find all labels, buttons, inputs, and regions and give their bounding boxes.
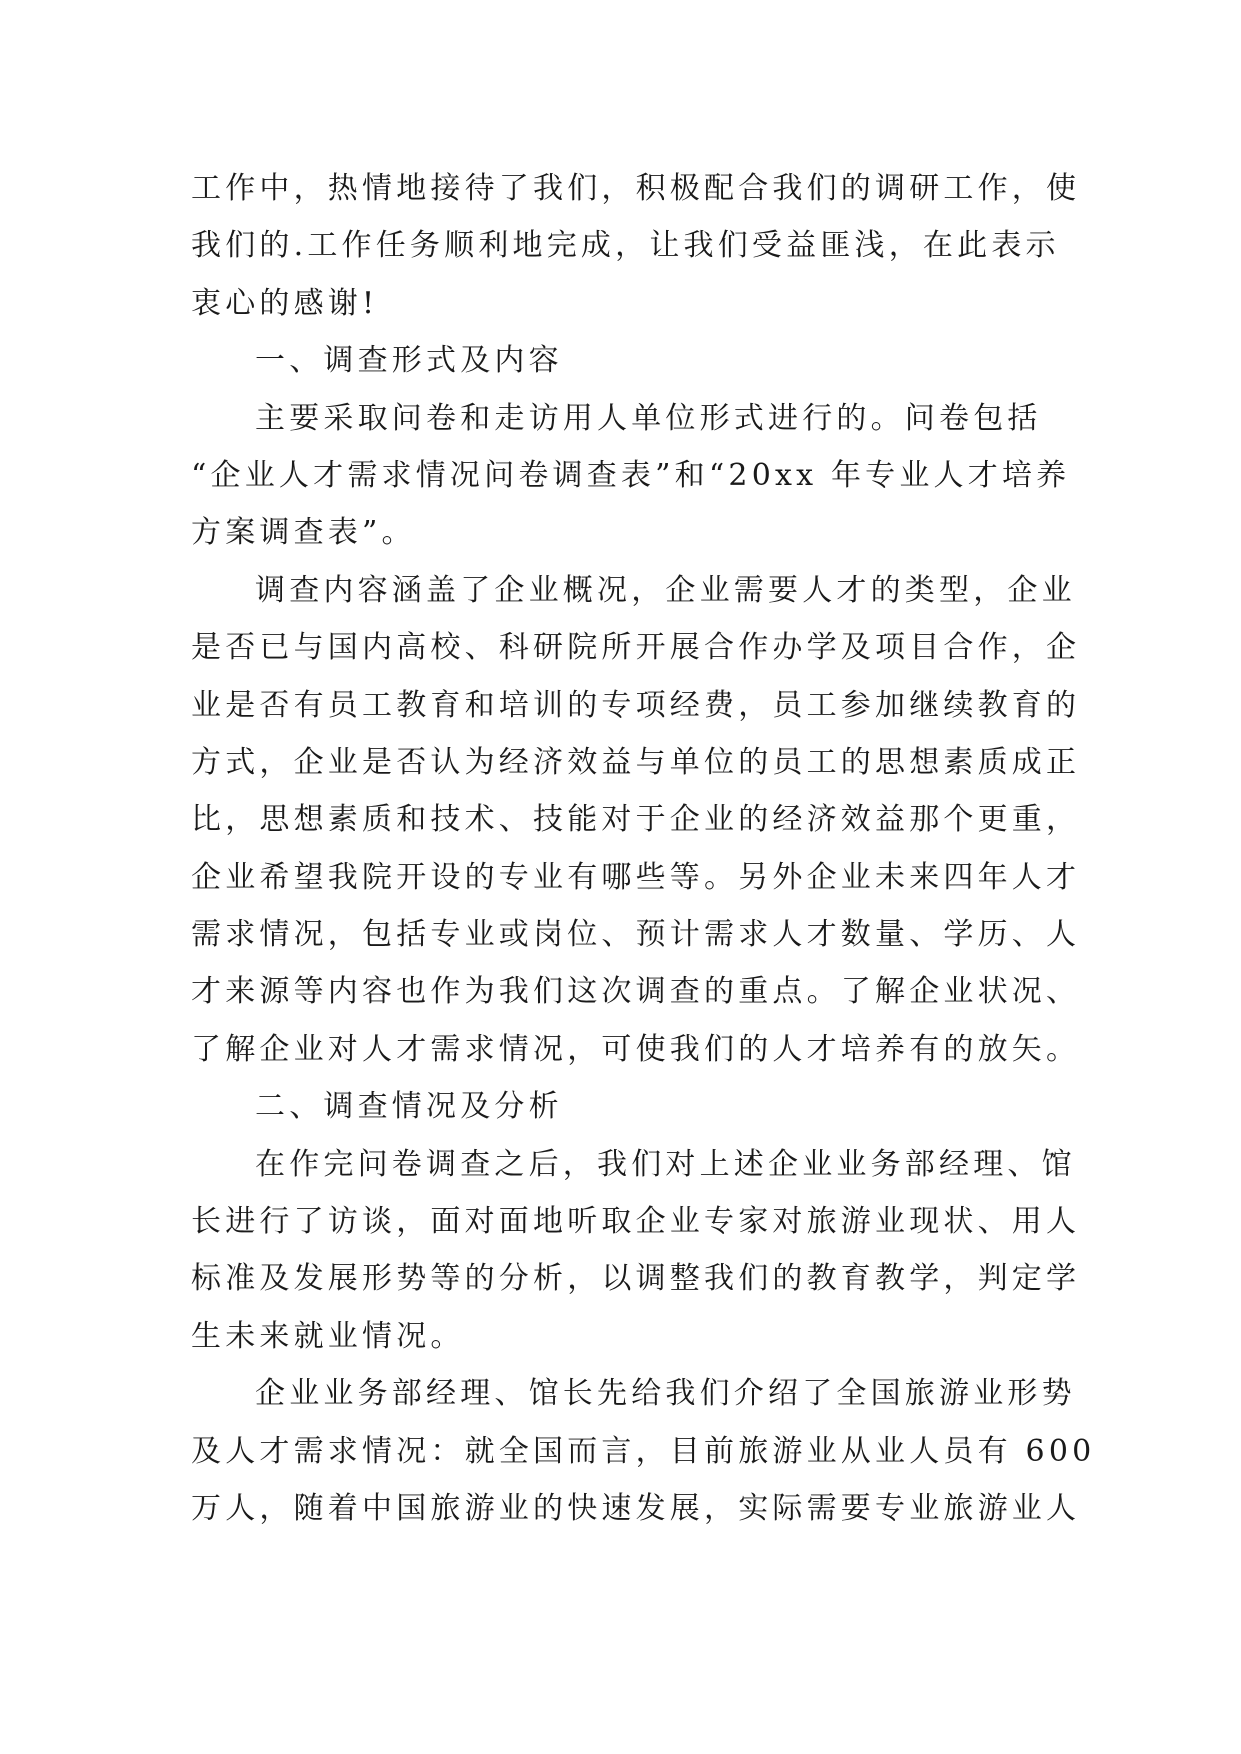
text-line: 工作中，热情地接待了我们，积极配合我们的调研工作，使	[191, 171, 1081, 206]
text-line: 万人，随着中国旅游业的快速发展，实际需要专业旅游业人	[191, 1490, 1081, 1526]
paragraph-interview	[191, 1136, 1081, 1366]
paragraph-survey-form	[191, 390, 1071, 562]
text-line: 长进行了访谈，面对面地听取企业专家对旅游业现状、用人	[191, 1204, 1081, 1240]
text-line: 方案调查表”。	[191, 515, 416, 551]
text-line: 业是否有员工教育和培训的专项经费，员工参加继续教育的	[191, 687, 1081, 723]
text-line: 比，思想素质和技术、技能对于企业的经济效益那个更重，	[191, 802, 1081, 838]
paragraph-survey-content	[191, 562, 1081, 1079]
text-line: 需求情况，包括专业或岗位、预计需求人才数量、学历、人	[191, 917, 1081, 953]
paragraph-continuation	[191, 160, 1081, 332]
text-line: 企业业务部经理、馆长先给我们介绍了全国旅游业形势	[255, 1376, 1076, 1412]
text-line: “企业人才需求情况问卷调查表”和“20xx 年专业人才培养	[191, 457, 1071, 493]
paragraph-industry-situation	[191, 1365, 1096, 1537]
text-line: 在作完问卷调查之后，我们对上述企业业务部经理、馆	[255, 1146, 1076, 1182]
text-line: 生未来就业情况。	[191, 1318, 465, 1354]
text-line: 主要采取问卷和走访用人单位形式进行的。问卷包括	[255, 400, 1042, 436]
heading-line: 二、调查情况及分析	[255, 1089, 563, 1125]
section-heading-1	[191, 332, 1051, 389]
text-line: 是否已与国内高校、科研院所开展合作办学及项目合作，企	[191, 630, 1081, 666]
text-line: 调查内容涵盖了企业概况，企业需要人才的类型，企业	[255, 572, 1076, 608]
section-heading-2	[191, 1078, 1051, 1135]
text-line: 了解企业对人才需求情况，可使我们的人才培养有的放矢。	[191, 1031, 1081, 1067]
text-line: 方式，企业是否认为经济效益与单位的员工的思想素质成正	[191, 744, 1081, 780]
document-page	[191, 160, 1096, 1537]
text-line: 及人才需求情况：就全国而言，目前旅游业从业人员有 600	[191, 1433, 1096, 1469]
text-line: 衷心的感谢!	[191, 285, 379, 321]
heading-line: 一、调查形式及内容	[255, 343, 563, 379]
text-line: 企业希望我院开设的专业有哪些等。另外企业未来四年人才	[191, 859, 1081, 895]
text-line: 标准及发展形势等的分析，以调整我们的教育教学，判定学	[191, 1261, 1081, 1297]
text-line: 我们的.工作任务顺利地完成，让我们受益匪浅，在此表示	[191, 228, 1060, 264]
text-line: 才来源等内容也作为我们这次调查的重点。了解企业状况、	[191, 974, 1081, 1010]
